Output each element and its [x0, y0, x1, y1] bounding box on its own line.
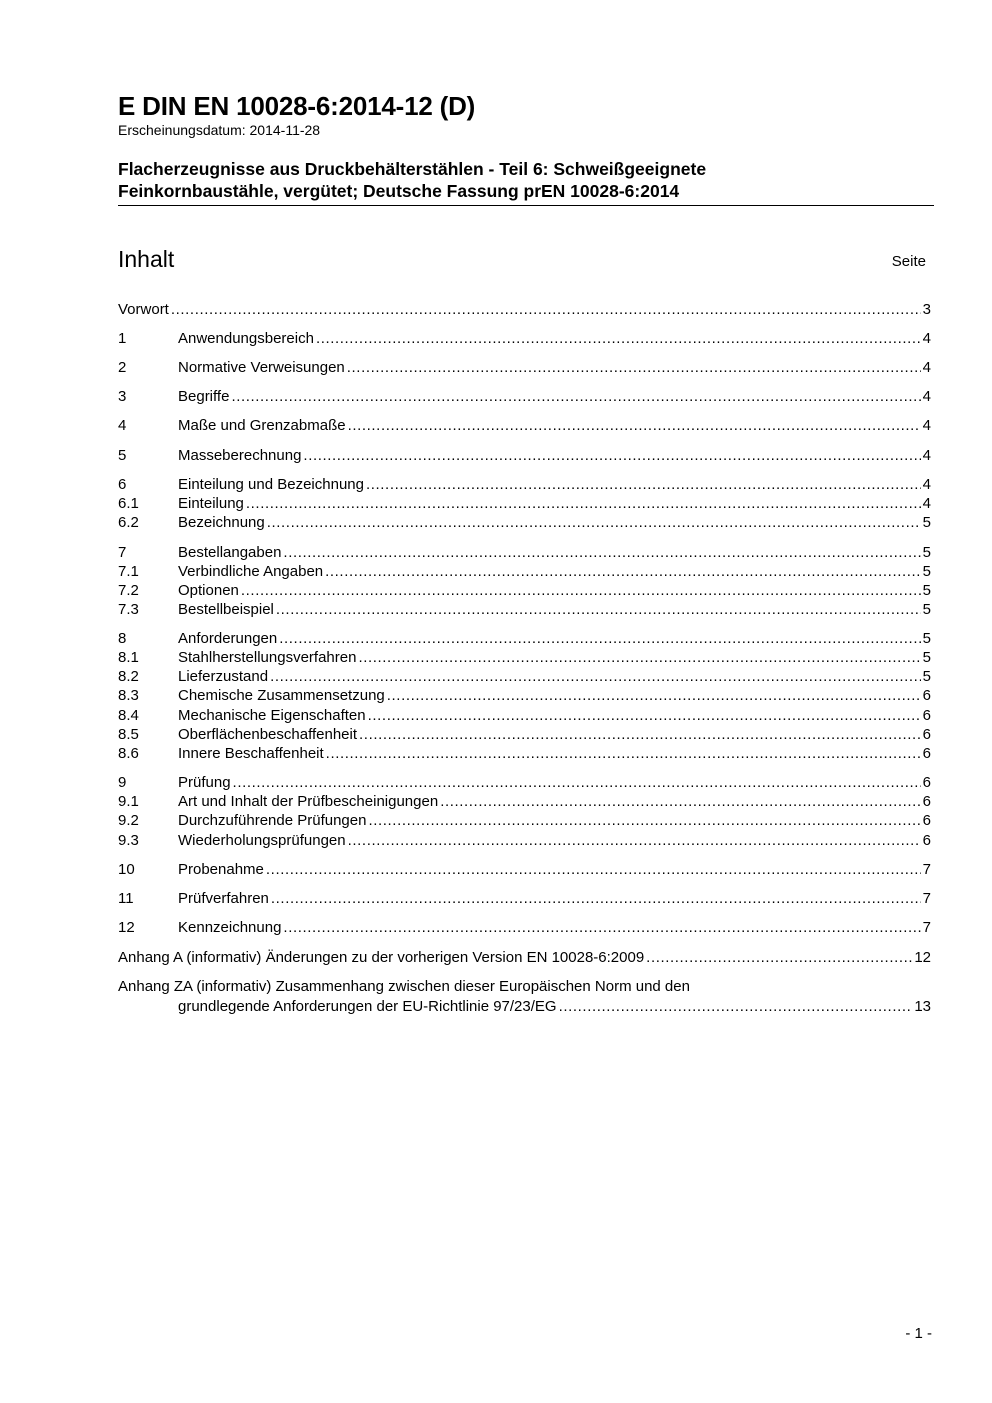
toc-entry-title: Maße und Grenzabmaße	[178, 417, 346, 434]
toc-entry	[118, 562, 931, 582]
toc-leader-dots	[387, 686, 921, 706]
toc-entry-title: Anwendungsbereich	[178, 330, 314, 347]
toc-entry-page: 5	[922, 601, 931, 618]
toc-entry	[118, 600, 931, 620]
toc-entry-title: Probenahme	[178, 861, 264, 878]
toc-leader-dots	[303, 446, 920, 466]
toc-entry	[118, 543, 931, 563]
toc-entry	[118, 358, 931, 378]
toc-entry-number: 6	[118, 476, 127, 493]
toc-entry-title: Masseberechnung	[178, 447, 302, 464]
toc-entry-number: 8.4	[118, 707, 139, 724]
toc-entry-page: 7	[922, 861, 931, 878]
toc-entry-title: Begriffe	[178, 388, 230, 405]
toc-entry	[118, 831, 931, 851]
toc-entry-title: Kennzeichnung	[178, 919, 282, 936]
toc-leader-dots	[233, 773, 921, 793]
toc-entry-page: 7	[922, 890, 931, 907]
toc-entry-number: 9.2	[118, 812, 139, 829]
page-number: - 1 -	[905, 1325, 932, 1342]
toc-leader-dots	[316, 329, 921, 349]
toc-leader-dots	[326, 744, 921, 764]
toc-entry	[118, 475, 931, 495]
toc-entry-page: 5	[922, 630, 931, 647]
toc-entry	[118, 329, 931, 349]
subtitle-line-2: Feinkornbaustähle, vergütet; Deutsche Fassung prEN 10028-6:2014	[118, 181, 680, 201]
toc-entry-page: 13	[914, 998, 931, 1015]
toc-entry-title: Wiederholungsprüfungen	[178, 832, 346, 849]
toc-entry-title: Chemische Zusammensetzung	[178, 687, 385, 704]
toc-entry-title: Bezeichnung	[178, 514, 265, 531]
toc-leader-dots	[348, 831, 921, 851]
toc-entry-page: 6	[922, 745, 931, 762]
toc-entry-number: 6.2	[118, 514, 139, 531]
toc-entry	[118, 416, 931, 436]
toc-entry	[118, 706, 931, 726]
toc-entry-title: Lieferzustand	[178, 668, 269, 685]
toc-entry-page: 6	[922, 707, 931, 724]
toc-leader-dots	[325, 562, 921, 582]
toc-leader-dots	[267, 513, 921, 533]
toc-entry	[118, 648, 931, 668]
toc-entry-page: 4	[922, 447, 931, 464]
toc-leader-dots	[347, 358, 921, 378]
toc-entry	[118, 581, 931, 601]
toc-entry-number: 8	[118, 630, 127, 647]
toc-entry-page: 6	[922, 726, 931, 743]
toc-entry-number: 8.3	[118, 687, 139, 704]
toc-entry	[118, 889, 931, 909]
toc-entry-title: Anhang ZA (informativ) Zusammenhang zwischen dieser Europäischen Norm und den	[118, 978, 690, 995]
toc-entry-anhang-za	[118, 977, 931, 997]
toc-leader-dots	[171, 300, 921, 320]
toc-entry	[118, 446, 931, 466]
toc-entry-number: 8.1	[118, 649, 139, 666]
toc-leader-dots	[270, 667, 921, 687]
toc-leader-dots	[271, 889, 921, 909]
toc-entry-number: 6.1	[118, 495, 139, 512]
toc-entry-title: Einteilung	[178, 495, 244, 512]
toc-entry-number: 8.5	[118, 726, 139, 743]
toc-entry-page: 12	[914, 949, 931, 966]
toc-entry	[118, 667, 931, 687]
toc-entry-number: 7.3	[118, 601, 139, 618]
toc-leader-dots	[283, 918, 920, 938]
toc-entry-title: Bestellangaben	[178, 544, 282, 561]
toc-entry-page: 4	[922, 495, 931, 512]
document-title: E DIN EN 10028-6:2014-12 (D)	[118, 91, 476, 121]
toc-entry	[118, 918, 931, 938]
toc-entry-page: 6	[922, 812, 931, 829]
toc-entry-page: 4	[922, 330, 931, 347]
toc-entry	[118, 792, 931, 812]
toc-leader-dots	[646, 948, 912, 968]
toc-entry	[118, 948, 931, 968]
toc-entry-anhang-za-continuation	[118, 997, 931, 1017]
toc-entry	[118, 629, 931, 649]
toc-entry-title: Anhang A (informativ) Änderungen zu der vorherigen Version EN 10028-6:2009	[118, 949, 645, 966]
toc-entry-number: 7.2	[118, 582, 139, 599]
toc-leader-dots	[283, 543, 920, 563]
toc-entry-number: 5	[118, 447, 127, 464]
toc-entry-page: 7	[922, 919, 931, 936]
toc-leader-dots	[246, 494, 921, 514]
toc-entry-page: 4	[922, 388, 931, 405]
toc-leader-dots	[359, 725, 921, 745]
toc-entry-page: 3	[922, 301, 931, 318]
toc-entry-number: 10	[118, 861, 135, 878]
toc-entry-page: 6	[922, 774, 931, 791]
toc-entry	[118, 300, 931, 320]
toc-entry-number: 7	[118, 544, 127, 561]
toc-entry-page: 6	[922, 687, 931, 704]
toc-heading: Inhalt	[118, 246, 175, 272]
toc-entry-page: 4	[922, 417, 931, 434]
toc-leader-dots	[440, 792, 920, 812]
toc-entry-number: 1	[118, 330, 127, 347]
toc-entry-title: Durchzuführende Prüfungen	[178, 812, 367, 829]
toc-leader-dots	[348, 416, 921, 436]
toc-entry	[118, 773, 931, 793]
toc-entry-title: Vorwort	[118, 301, 169, 318]
toc-entry-title: Prüfverfahren	[178, 890, 269, 907]
toc-entry-number: 12	[118, 919, 135, 936]
page-column-label: Seite	[891, 253, 926, 270]
toc-entry-number: 2	[118, 359, 127, 376]
toc-entry-number: 7.1	[118, 563, 139, 580]
toc-entry-page: 5	[922, 544, 931, 561]
toc-entry-page: 4	[922, 476, 931, 493]
toc-entry-title: grundlegende Anforderungen der EU-Richtlinie 97/23/EG	[178, 998, 557, 1015]
toc-entry-page: 5	[922, 649, 931, 666]
toc-leader-dots	[231, 387, 920, 407]
toc-entry-page: 5	[922, 514, 931, 531]
toc-entry-number: 9.1	[118, 793, 139, 810]
toc-entry-number: 3	[118, 388, 127, 405]
toc-entry-title: Bestellbeispiel	[178, 601, 274, 618]
toc-entry-number: 9.3	[118, 832, 139, 849]
publication-date: Erscheinungsdatum: 2014-11-28	[118, 122, 321, 138]
toc-entry-page: 6	[922, 793, 931, 810]
toc-leader-dots	[368, 706, 921, 726]
toc-entry-title: Art und Inhalt der Prüfbescheinigungen	[178, 793, 439, 810]
toc-entry-title: Mechanische Eigenschaften	[178, 707, 366, 724]
toc-entry-page: 6	[922, 832, 931, 849]
subtitle-line-1: Flacherzeugnisse aus Druckbehälterstählen - Teil 6: Schweißgeeignete	[118, 159, 707, 179]
toc-entry-number: 8.6	[118, 745, 139, 762]
toc-entry-title: Stahlherstellungsverfahren	[178, 649, 357, 666]
toc-entry	[118, 387, 931, 407]
toc-entry-title: Innere Beschaffenheit	[178, 745, 324, 762]
toc-entry	[118, 494, 931, 514]
toc-leader-dots	[279, 629, 920, 649]
toc-entry-title: Einteilung und Bezeichnung	[178, 476, 364, 493]
toc-entry-number: 8.2	[118, 668, 139, 685]
toc-leader-dots	[368, 811, 920, 831]
toc-entry-page: 5	[922, 582, 931, 599]
toc-entry	[118, 513, 931, 533]
toc-entry	[118, 744, 931, 764]
toc-entry-number: 11	[118, 890, 134, 907]
toc-entry-title: Optionen	[178, 582, 239, 599]
toc-entry-title: Prüfung	[178, 774, 231, 791]
toc-entry-page: 4	[922, 359, 931, 376]
toc-leader-dots	[358, 648, 920, 668]
toc-entry-title: Anforderungen	[178, 630, 278, 647]
toc-entry	[118, 686, 931, 706]
toc-entry-page: 5	[922, 668, 931, 685]
toc-leader-dots	[241, 581, 921, 601]
toc-entry	[118, 725, 931, 745]
toc-entry	[118, 860, 931, 880]
toc-entry-page: 5	[922, 563, 931, 580]
toc-entry-title: Verbindliche Angaben	[178, 563, 324, 580]
toc-leader-dots	[266, 860, 921, 880]
toc-entry-number: 4	[118, 417, 127, 434]
toc-entry-number: 9	[118, 774, 127, 791]
toc-leader-dots	[276, 600, 921, 620]
toc-entry-title: Oberflächenbeschaffenheit	[178, 726, 358, 743]
toc-entry	[118, 811, 931, 831]
toc-entry-title: Normative Verweisungen	[178, 359, 345, 376]
toc-leader-dots	[559, 997, 913, 1017]
toc-leader-dots	[366, 475, 921, 495]
